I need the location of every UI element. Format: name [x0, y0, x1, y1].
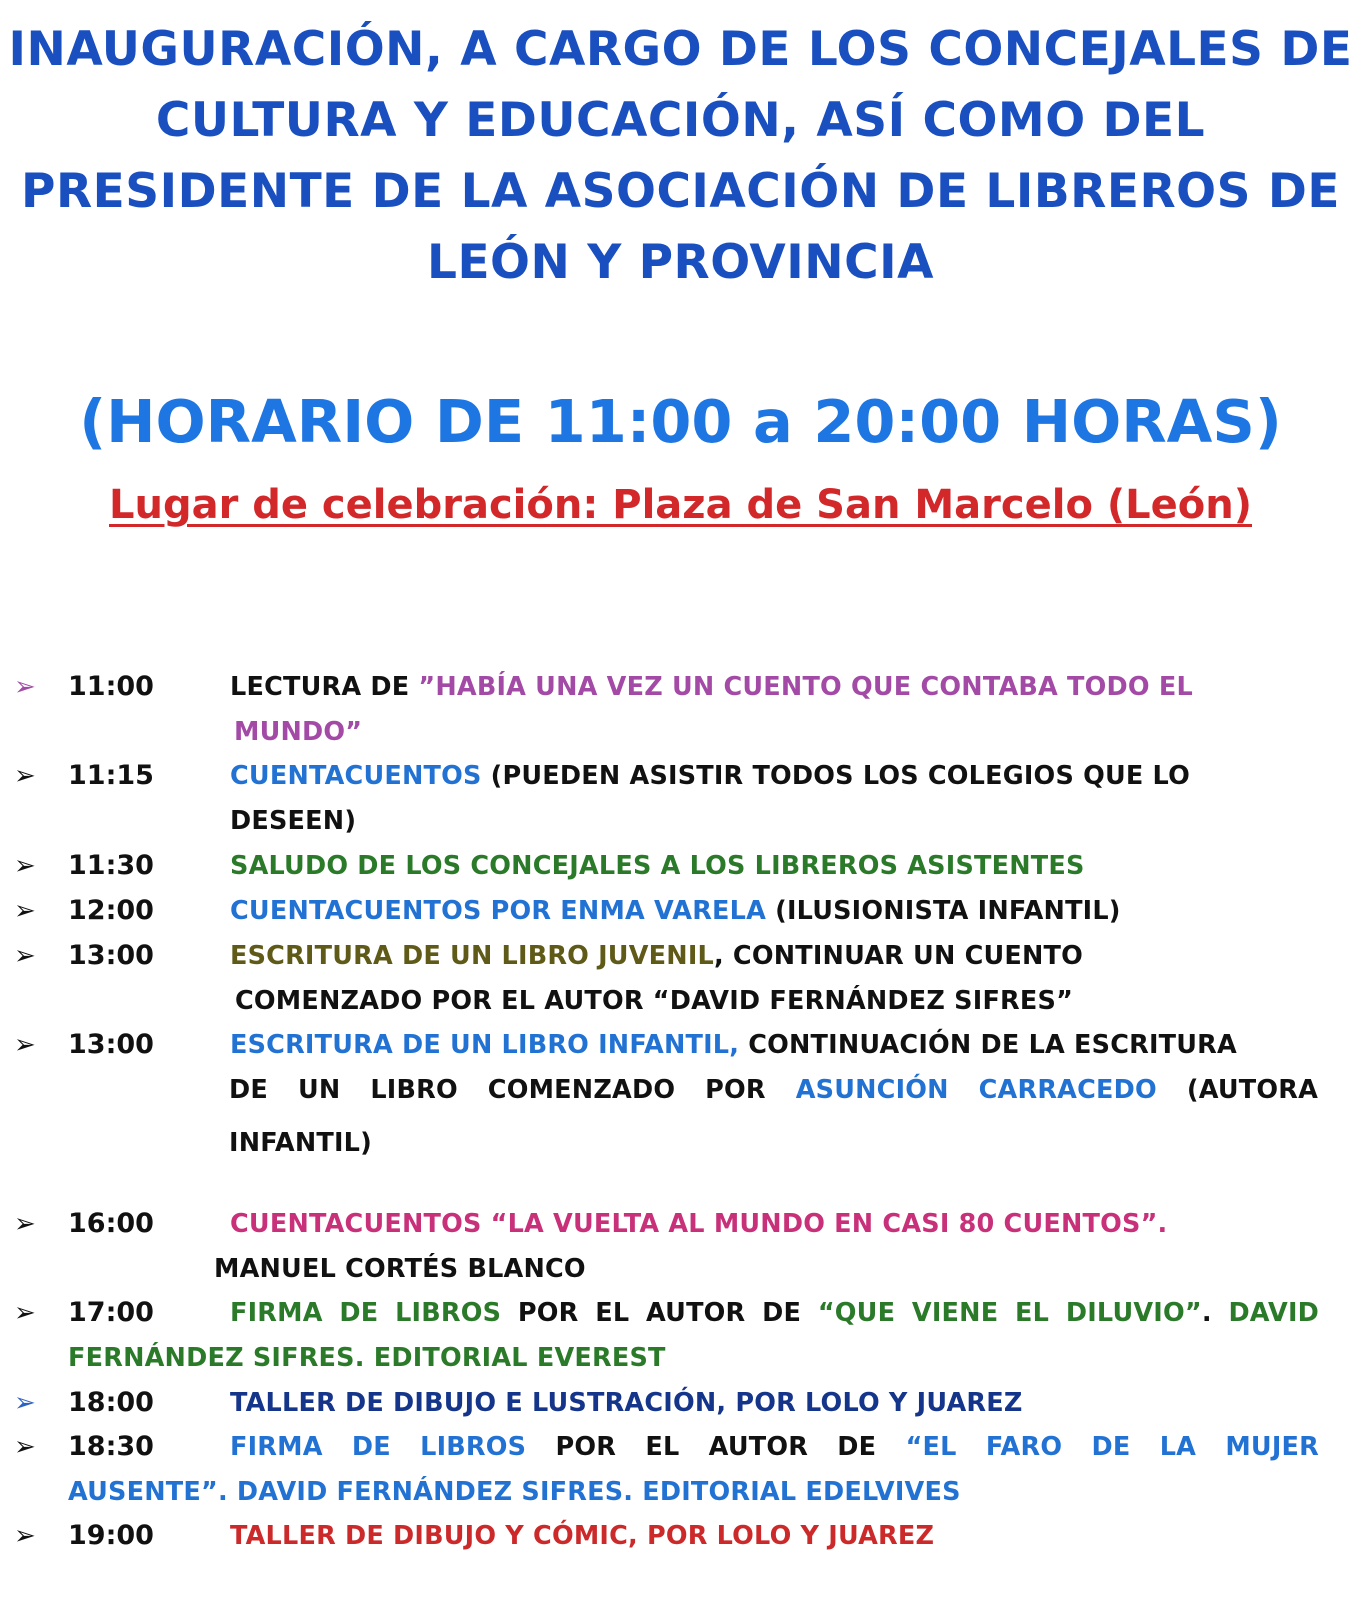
text-segment: ESCRITURA DE UN LIBRO JUVENIL: [230, 941, 714, 971]
text-segment: FIRMA DE LIBROS: [230, 1298, 502, 1328]
text-segment: MUNDO”: [234, 717, 363, 747]
text-segment: LECTURA DE: [230, 672, 419, 702]
arrow-bullet-icon: ➢: [14, 851, 36, 881]
arrow-bullet-icon: ➢: [14, 761, 36, 791]
text-segment: SALUDO DE LOS CONCEJALES A LOS LIBREROS ASISTENTES: [230, 851, 1085, 881]
schedule-time: 17:00: [68, 1297, 154, 1328]
arrow-bullet-icon: ➢: [14, 1030, 36, 1060]
text-segment: ESCRITURA DE UN LIBRO INFANTIL,: [230, 1030, 740, 1060]
text-segment: FERNÁNDEZ SIFRES. EDITORIAL EVEREST: [68, 1343, 666, 1373]
text-segment: CONTINUACIÓN DE LA ESCRITURA: [739, 1030, 1237, 1060]
arrow-bullet-icon: ➢: [14, 941, 36, 971]
text-segment: TALLER DE DIBUJO E LUSTRACIÓN, POR LOLO Y JUAREZ: [230, 1388, 1023, 1418]
text-segment: AUSENTE”. DAVID FERNÁNDEZ SIFRES. EDITORIAL EDELVIVES: [68, 1477, 961, 1507]
text-segment: DAVID: [1228, 1298, 1319, 1328]
heading-line: INAUGURACIÓN, A CARGO DE LOS CONCEJALES DE: [8, 22, 1353, 77]
text-segment: “QUE VIENE EL DILUVIO”: [817, 1298, 1202, 1328]
text-segment: CUENTACUENTOS “LA VUELTA AL MUNDO EN CASI 80 CUENTOS”.: [230, 1209, 1168, 1239]
schedule-description-line: [230, 1209, 1167, 1239]
schedule-description-line: [229, 1128, 372, 1158]
schedule-time: 18:30: [68, 1431, 154, 1462]
schedule-time: 11:30: [68, 850, 154, 881]
text-segment: POR EL AUTOR DE: [526, 1432, 906, 1462]
arrow-bullet-icon: ➢: [14, 896, 36, 926]
text-segment: TALLER DE DIBUJO Y CÓMIC, POR LOLO Y JUAREZ: [230, 1521, 935, 1551]
schedule-description-line: [230, 1030, 1237, 1060]
heading-line: LEÓN Y PROVINCIA: [427, 235, 934, 290]
arrow-bullet-icon: ➢: [14, 1432, 36, 1462]
text-segment: (AUTORA: [1156, 1075, 1319, 1105]
heading-line: CULTURA Y EDUCACIÓN, ASÍ COMO DEL: [155, 93, 1206, 148]
text-segment: “EL FARO DE LA MUJER: [905, 1432, 1319, 1462]
text-segment: MANUEL CORTÉS BLANCO: [214, 1254, 586, 1284]
text-segment: ASUNCIÓN CARRACEDO: [795, 1075, 1157, 1105]
arrow-bullet-icon: ➢: [14, 1209, 36, 1239]
schedule-hours: (HORARIO DE 11:00 a 20:00 HORAS): [79, 387, 1282, 456]
schedule-time: 11:00: [68, 671, 154, 702]
text-segment: CUENTACUENTOS POR ENMA VARELA: [230, 896, 767, 926]
text-segment: INFANTIL): [229, 1128, 372, 1158]
schedule-description-line: [230, 1432, 1319, 1462]
schedule-description-line: [230, 896, 1121, 926]
schedule-description-line: [230, 1521, 934, 1551]
text-segment: POR EL AUTOR DE: [501, 1298, 818, 1328]
schedule-description-line: [230, 806, 356, 836]
schedule-time: 16:00: [68, 1208, 154, 1239]
schedule-description-line: [68, 1343, 666, 1373]
schedule-description-line: [235, 986, 1073, 1016]
text-segment: , CONTINUAR UN CUENTO: [713, 941, 1084, 971]
heading-line: PRESIDENTE DE LA ASOCIACIÓN DE LIBREROS DE: [21, 164, 1340, 219]
schedule-time: 12:00: [68, 895, 154, 926]
schedule-time: 13:00: [68, 940, 154, 971]
schedule-time: 11:15: [68, 760, 154, 791]
schedule-description-line: [68, 1477, 961, 1507]
schedule-description-line: [214, 1254, 586, 1284]
text-segment: FIRMA DE LIBROS: [230, 1432, 527, 1462]
venue-location: Lugar de celebración: Plaza de San Marcelo (León): [109, 482, 1252, 528]
arrow-bullet-icon: ➢: [14, 1388, 36, 1418]
schedule-description-line: [230, 851, 1085, 881]
schedule-time: 19:00: [68, 1520, 154, 1551]
text-segment: DE UN LIBRO COMENZADO POR: [229, 1075, 796, 1105]
schedule-time: 13:00: [68, 1029, 154, 1060]
schedule-description-line: [230, 941, 1083, 971]
schedule-description-line: [230, 672, 1193, 702]
schedule-description-line: [230, 1298, 1319, 1328]
arrow-bullet-icon: ➢: [14, 1298, 36, 1328]
text-segment: ”HABÍA UNA VEZ UN CUENTO QUE CONTABA TODO EL: [418, 672, 1193, 702]
arrow-bullet-icon: ➢: [14, 1521, 36, 1551]
text-segment: (PUEDEN ASISTIR TODOS LOS COLEGIOS QUE LO: [481, 761, 1190, 791]
schedule-description-line: [230, 761, 1190, 791]
text-segment: .: [1201, 1298, 1229, 1328]
text-segment: CUENTACUENTOS: [230, 761, 482, 791]
schedule-description-line: [229, 1075, 1318, 1105]
schedule-description-line: [230, 1388, 1023, 1418]
schedule-description-line: [234, 717, 362, 747]
arrow-bullet-icon: ➢: [14, 672, 36, 702]
text-segment: DESEEN): [230, 806, 357, 836]
schedule-time: 18:00: [68, 1387, 154, 1418]
text-segment: COMENZADO POR EL AUTOR “DAVID FERNÁNDEZ SIFRES”: [235, 986, 1074, 1016]
text-segment: (ILUSIONISTA INFANTIL): [766, 896, 1121, 926]
